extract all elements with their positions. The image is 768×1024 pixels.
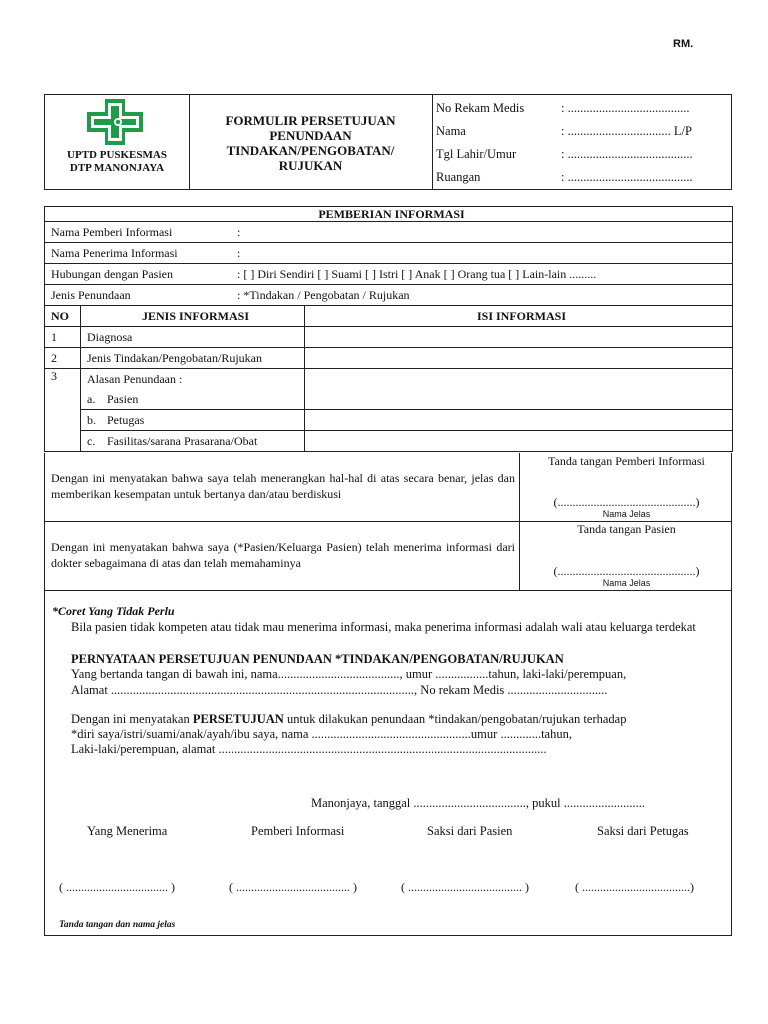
consent-line-1[interactable]: Yang bertanda tangan di bawah ini, nama......................................., umur .................tahun, laki-laki/perempuan,	[71, 667, 627, 681]
form-header	[44, 94, 732, 190]
signature-line: (..............................................)	[553, 564, 700, 578]
signature-box-pasien[interactable]	[519, 522, 733, 590]
row-label: Nama Penerima Informasi	[51, 246, 178, 260]
row-number: 2	[45, 348, 81, 369]
col-isi-header: ISI INFORMASI	[305, 306, 733, 327]
sub-isi-cell[interactable]	[305, 389, 733, 410]
statement-text: Dengan ini menyatakan bahwa saya telah menerangkan hal-hal di atas secara benar, jelas dan memberikan kesempatan untuk bertanya dan/atau berdiskusi	[51, 471, 515, 501]
field-value: : ........................................	[561, 147, 693, 161]
patient-field-tgl-lahir[interactable]	[436, 147, 693, 161]
row-isi-cell[interactable]	[305, 369, 733, 390]
puskesmas-logo-icon	[86, 98, 144, 146]
row-value: :	[237, 246, 241, 260]
sub-isi-cell[interactable]	[305, 431, 733, 452]
info-row[interactable]	[45, 222, 733, 243]
sub-letter: a.	[87, 392, 96, 406]
title-line-2: PENUNDAAN	[269, 128, 352, 143]
sub-item	[81, 431, 305, 452]
org-line-2: DTP MANONJAYA	[69, 162, 165, 174]
footer-note: Tanda tangan dan nama jelas	[59, 920, 176, 930]
statement-pemberi	[44, 453, 732, 522]
row-number: 3	[45, 369, 81, 452]
section-title: PEMBERIAN INFORMASI	[45, 207, 733, 222]
strike-note: *Coret Yang Tidak Perlu	[52, 604, 175, 618]
field-label: Nama	[436, 124, 466, 138]
sub-letter: c.	[87, 434, 96, 448]
signature-line: (..............................................)	[553, 495, 700, 509]
sub-item	[81, 389, 305, 410]
signer-saksi-pasien: Saksi dari Pasien	[427, 824, 513, 838]
patient-field-rekam-medis[interactable]	[436, 101, 690, 115]
signature-line-2[interactable]: ( ...................................... )	[229, 880, 357, 894]
signature-title: Tanda tangan Pasien	[577, 522, 676, 536]
consent-line-2[interactable]: Alamat ................................................................................................., No rekam Medis ................................	[71, 683, 608, 697]
sub-row	[45, 410, 733, 431]
row-label: Hubungan dengan Pasien	[51, 267, 173, 281]
field-label: Ruangan	[436, 170, 481, 184]
row-jenis: Alasan Penundaan :	[81, 369, 305, 390]
sub-row	[45, 431, 733, 452]
row-value: : *Tindakan / Pengobatan / Rujukan	[237, 288, 410, 302]
sub-item	[81, 410, 305, 431]
row-label: Nama Pemberi Informasi	[51, 225, 173, 239]
field-label: No Rekam Medis	[436, 101, 525, 115]
consent-line-5[interactable]: Laki-laki/perempuan, alamat .........................................................................................................	[71, 742, 547, 756]
consent-title: PERNYATAAN PERSETUJUAN PENUNDAAN *TINDAKAN/PENGOBATAN/RUJUKAN	[71, 652, 564, 666]
sub-text: Pasien	[107, 392, 139, 406]
sub-row	[45, 389, 733, 410]
organization-name	[45, 149, 189, 175]
row-jenis: Jenis Tindakan/Pengobatan/Rujukan	[81, 348, 305, 369]
info-row[interactable]	[45, 264, 733, 285]
title-line-4: RUJUKAN	[278, 158, 343, 173]
row-number: 1	[45, 327, 81, 348]
signature-line-1[interactable]: ( .................................. )	[59, 880, 175, 894]
line3-post: untuk dilakukan penundaan *tindakan/pengobatan/rujukan terhadap	[283, 712, 627, 726]
row-isi-cell[interactable]	[305, 327, 733, 348]
field-value: : ........................................	[561, 170, 693, 184]
signer-pemberi-informasi: Pemberi Informasi	[251, 824, 345, 838]
col-jenis-header: JENIS INFORMASI	[81, 306, 305, 327]
col-no-header: NO	[45, 306, 81, 327]
sub-text: Petugas	[107, 413, 145, 427]
row-isi-cell[interactable]	[305, 348, 733, 369]
field-label: Tgl Lahir/Umur	[436, 147, 517, 161]
field-value: : .......................................	[561, 101, 690, 115]
title-line-3: TINDAKAN/PENGOBATAN/	[226, 143, 395, 158]
form-title	[189, 113, 432, 173]
rm-label: RM.	[673, 38, 694, 50]
org-line-1: UPTD PUSKESMAS	[67, 149, 167, 161]
table-row	[45, 327, 733, 348]
signature-box-pemberi[interactable]	[519, 453, 733, 521]
table-header-row	[45, 306, 733, 327]
signature-line-3[interactable]: ( ...................................... )	[401, 880, 529, 894]
title-cell	[189, 95, 433, 189]
place-date[interactable]: Manonjaya, tanggal ...................................., pukul ..........................	[311, 796, 645, 810]
info-row[interactable]	[45, 285, 733, 306]
table-row	[45, 369, 733, 390]
name-label: Nama Jelas	[602, 509, 651, 519]
consent-line-4[interactable]: *diri saya/istri/suami/anak/ayah/ibu saya, nama ...................................................umur .............tahun,	[71, 727, 572, 741]
sub-isi-cell[interactable]	[305, 410, 733, 431]
table-row	[45, 348, 733, 369]
sub-letter: b.	[87, 413, 96, 427]
info-row[interactable]	[45, 243, 733, 264]
signer-saksi-petugas: Saksi dari Petugas	[597, 824, 689, 838]
line3-pre: Dengan ini menyatakan	[71, 712, 193, 726]
consent-line-3	[71, 712, 626, 727]
statement-text: Dengan ini menyatakan bahwa saya (*Pasien/Keluarga Pasien) telah menerima informasi dari dokter sebagaimana di atas dan telah memahaminya	[51, 540, 515, 570]
sub-text: Fasilitas/sarana Prasarana/Obat	[107, 434, 258, 448]
row-value: :	[237, 225, 241, 239]
field-value: : ................................. L/P	[561, 124, 692, 138]
name-label: Nama Jelas	[602, 578, 651, 588]
row-value: : [ ] Diri Sendiri [ ] Suami [ ] Istri [ ] Anak [ ] Orang tua [ ] Lain-lain .........	[237, 267, 597, 281]
line3-bold: PERSETUJUAN	[192, 712, 284, 726]
statement-pasien	[44, 522, 732, 591]
title-line-1: FORMULIR PERSETUJUAN	[225, 113, 396, 128]
row-label: Jenis Penundaan	[51, 288, 131, 302]
row-jenis: Diagnosa	[81, 327, 305, 348]
signer-yang-menerima: Yang Menerima	[87, 824, 168, 838]
signature-title: Tanda tangan Pemberi Informasi	[548, 454, 705, 468]
org-cell	[45, 95, 190, 189]
signature-line-4[interactable]: ( ....................................)	[575, 880, 694, 894]
patient-field-nama[interactable]	[436, 124, 692, 138]
information-table	[44, 206, 733, 452]
guardian-paragraph: Bila pasien tidak kompeten atau tidak mau menerima informasi, maka penerima informasi adalah wali atau keluarga terdekat	[71, 620, 696, 634]
patient-field-ruangan[interactable]	[436, 170, 693, 184]
consent-section	[44, 590, 732, 936]
